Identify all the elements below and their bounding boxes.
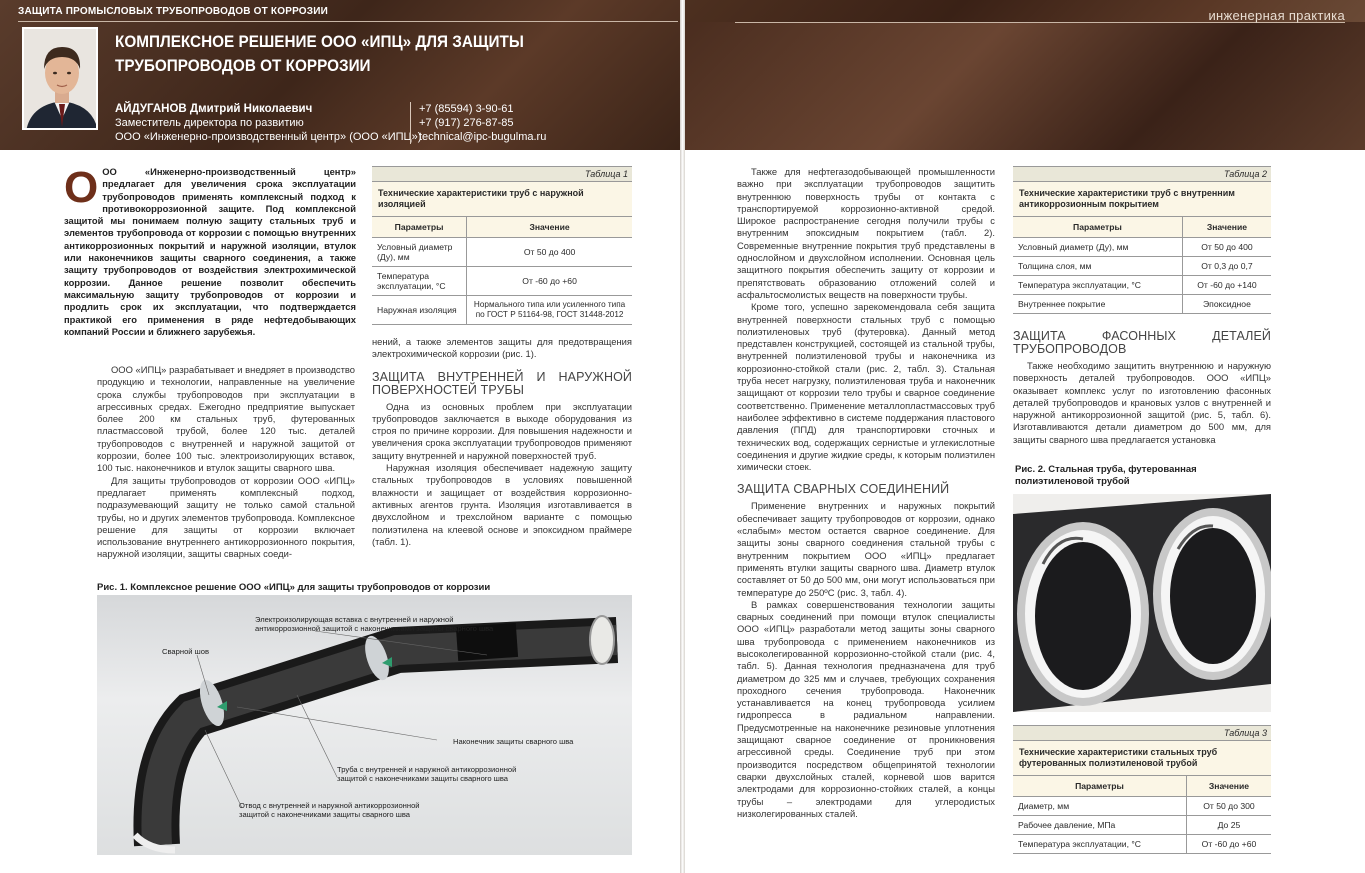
header-texture xyxy=(685,22,1365,150)
column-4 xyxy=(1013,330,1271,446)
column-2 xyxy=(372,336,632,548)
phone-2: +7 (917) 276-87-85 xyxy=(419,117,514,129)
table-header: Параметры xyxy=(1013,776,1186,797)
table-caption: Таблица 3 xyxy=(1013,726,1271,741)
lined-pipe-photo-icon xyxy=(1013,494,1271,712)
callout-bend: Отвод с внутренней и наружной антикоррозионной защитой с наконечниками защиты сварного шва xyxy=(239,801,420,819)
author-company: ООО «Инженерно-производственный центр» (ООО «ИПЦ») xyxy=(115,131,422,143)
table-caption: Таблица 1 xyxy=(372,167,632,182)
paragraph: Также необходимо защитить внутреннюю и наружную поверхность деталей трубопроводов. ООО «ИПЦ» оказывает комплекс услуг по изготовлению фасонных деталей трубопроводов и крановых узлов с внутренней и наружной антикоррозионной защитой (рис. 5, табл. 6). Изготавливаются детали диаметром до 500 мм, для защиты сварного шва предлагается установка xyxy=(1013,360,1271,445)
table-title: Технические характеристики стальных труб футерованных полиэтиленовой трубой xyxy=(1013,741,1271,776)
column-1 xyxy=(64,163,356,338)
table-row: Условный диаметр (Ду), мм От 50 до 400 xyxy=(1013,238,1271,257)
callout-tip: Наконечник защиты сварного шва xyxy=(453,737,574,746)
paragraph: нений, а также элементов защиты для предотвращения электрохимической коррозии (рис. 1). xyxy=(372,336,632,360)
email[interactable]: technical@ipc-bugulma.ru xyxy=(419,131,547,143)
author-photo xyxy=(22,27,98,130)
paragraph: Кроме того, успешно зарекомендовала себя защита внутренней поверхности стальных труб с помощью полиэтиленовых труб (футеровка). Данный метод представлен конструкцией, состоящей из стальной трубы, внутренней полиэтиленовой трубы и наконечника из коррозионно-стойкой стали (рис. 2, табл. 3). Стальная труба несет нагрузку, полиэтиленовая труба и наконечник защищают от коррозии тело трубы и сварное соединение соответственно. Применение металлопластмассовых труб наиболее эффективно в системе поддержания пластового давления (ППД) для транспортировки сточных и технических вод, содержащих сернистые и углекислотные соединения и другие жидкие среды, к которым полиэтилен химически стоек. xyxy=(737,301,995,473)
table-header: Параметры xyxy=(372,217,467,238)
table-header: Значение xyxy=(1186,776,1271,797)
lead-paragraph: ООО «Инженерно-производственный центр» предлагает для увеличения срока эксплуатации трубопроводов применять комплексный подход к противокоррозионной защите. Под комплексной защитой мы понимаем полную защиту стальных труб и элементов трубопровода от коррозии с помощью внутренних антикоррозионных покрытий и наружной изоляции, втулок или наконечников защиты сварного соединения, а также защиту трубопроводов от воздействия электрохимической коррозии. Данное решение позволит обеспечить максимальную защиту трубопроводов от коррозии и продлить срок их эксплуатации, что подтверждается практикой его применения в ряде нефтедобывающих компаний России и ближнего зарубежья. xyxy=(64,163,356,337)
phone-1: +7 (85594) 3-90-61 xyxy=(419,103,514,115)
paragraph: ООО «ИПЦ» разрабатывает и внедряет в производство продукцию и технологии, направленные на увеличение срока службы трубопроводов при эксплуатации в агрессивных средах. Ежегодно предприятие выпускает более 200 км стальных труб, футерованных пластмассовой трубой, более 120 тыс. деталей трубопроводов с внутренней и наружной защитой от коррозии, более 100 тыс. электроизолирующих вставок, 100 тыс. наконечников и втулок защиты сварного шва. xyxy=(97,364,355,474)
column-1-body xyxy=(97,364,355,561)
table-title: Технические характеристики труб с наружной изоляцией xyxy=(372,182,632,217)
callout-pipe: Труба с внутренней и наружной антикоррозионной защитой с наконечниками защиты сварного шва xyxy=(337,765,517,783)
table-row: Диаметр, мм От 50 до 300 xyxy=(1013,797,1271,816)
callout-insert: Электроизолирующая вставка с внутренней и наружной антикоррозионной защитой с наконечниками защиты сварного шва xyxy=(255,615,494,633)
paragraph: Наружная изоляция обеспечивает надежную защиту стальных трубопроводов в условиях повышенной влажности и защищает от воздействия коррозионно-активных агентов грунта. Изоляция изготавливается в двухслойном и трехслойном варианте с помощью полиэтилена на клеевой основе и эпоксидном праймере (табл. 1). xyxy=(372,462,632,547)
table-row: Толщина слоя, мм От 0,3 до 0,7 xyxy=(1013,257,1271,276)
table-header: Значение xyxy=(1182,217,1271,238)
paragraph: Для защиты трубопроводов от коррозии ООО «ИПЦ» предлагает применять комплексный подход, подразумевающий защиту не только самой стальной трубы, но и других элементов трубопровода. Комплексное решение для защиты от коррозии включает использование внутреннего антикоррозионного покрытия, наружной изоляции, защиты сварных соеди- xyxy=(97,474,355,560)
author-position: Заместитель директора по развитию xyxy=(115,117,304,129)
table xyxy=(1013,217,1271,314)
figure-2-caption: Рис. 2. Стальная труба, футерованная полиэтиленовой трубой xyxy=(1015,464,1197,487)
paragraph: Также для нефтегазодобывающей промышленности важно при эксплуатации трубопроводов защитить внутреннюю поверхность трубы от контакта с транспортируемой коррозионно-активной средой. Широкое распространение сегодня получили трубы с внутренним эпоксидным покрытием (табл. 2). Современные внутренние покрытия труб представлены в однослойном и двухслойном исполнении. Основная цель защитного покрытия обеспечить защиту от коррозии и препятствовать образованию отложений солей и асфальтосмолистых веществ на поверхности трубы. xyxy=(737,166,995,300)
table-header: Параметры xyxy=(1013,217,1182,238)
section-heading: ЗАЩИТА СВАРНЫХ СОЕДИНЕНИЙ xyxy=(737,482,950,497)
running-head: ЗАЩИТА ПРОМЫСЛОВЫХ ТРУБОПРОВОДОВ ОТ КОРРОЗИИ xyxy=(18,6,329,17)
table-row: Температура эксплуатации, °С От -60 до +60 xyxy=(1013,835,1271,854)
callout-weld: Сварной шов xyxy=(162,647,209,656)
figure-1-caption: Рис. 1. Комплексное решение ООО «ИПЦ» для защиты трубопроводов от коррозии xyxy=(97,582,491,593)
table-title: Технические характеристики труб с внутренним антикоррозионным покрытием xyxy=(1013,182,1271,217)
section-heading: ЗАЩИТА ФАСОННЫХ ДЕТАЛЕЙ ТРУБОПРОВОДОВ xyxy=(1013,329,1271,356)
paragraph: В рамках совершенствования технологии защиты сварных соединений при помощи втулок специалисты ООО «ИПЦ» разработали метод защиты зоны сварного шва трубопровода с применением наконечников из высоколегированной коррозионно-стойкой стали (рис. 4, табл. 5). Данная технология предназначена для труб диаметром до 325 мм и случаев, требующих сохранения проходного сечения трубопровода. Наконечник устанавливается на конец трубопровода усилием гидропресса в радиальном направлении. Предусмотренные на наконечнике резиновые уплотнения защищают сварное соединение от проникновения агрессивной среды. Соединение труб при этом производится посредством общепринятой технологии сварки двухслойных сталей, корневой шов варится электродами для коррозионно-стойких сталей, а концы трубы – электродами для углеродистых низколегированных сталей. xyxy=(737,598,995,819)
table-caption: Таблица 2 xyxy=(1013,167,1271,182)
author-portrait-icon xyxy=(24,29,98,130)
table-3 xyxy=(1013,725,1271,854)
paragraph: Одна из основных проблем при эксплуатации трубопроводов заключается в выходе оборудования из строя по причине коррозии. Для повышения надежности и увеличения срока эксплуатации трубопроводов применяют защиту внутренней и наружной поверхностей труб. xyxy=(372,400,632,461)
table-row: Внутреннее покрытие Эпоксидное xyxy=(1013,295,1271,314)
table-2 xyxy=(1013,166,1271,314)
paragraph: Применение внутренних и наружных покрытий обеспечивает защиту трубопроводов от коррозии, однако «слабым» местом остается сварное соединение. Для защиты зоны сварного соединения стальной трубы с внутренним покрытием ООО «ИПЦ» предлагает применять втулки защиты сварного шва. Диаметр втулок составляет от 50 до 500 мм, они могут использоваться при температуре до 250ºС (рис. 3, табл. 4). xyxy=(737,500,995,598)
column-3 xyxy=(737,166,995,820)
table-row: Условный диаметр (Ду), мм От 50 до 400 xyxy=(372,238,632,267)
drop-cap: О xyxy=(64,163,99,212)
figure-2 xyxy=(1013,494,1271,712)
section-heading: ЗАЩИТА ВНУТРЕННЕЙ И НАРУЖНОЙ ПОВЕРХНОСТЕЙ ТРУБЫ xyxy=(372,369,632,397)
table-1 xyxy=(372,166,632,325)
table-row: Рабочее давление, МПа До 25 xyxy=(1013,816,1271,835)
section-head: инженерная практика xyxy=(1208,8,1345,23)
figure-1 xyxy=(97,595,632,855)
table-row: Наружная изоляция Нормального типа или усиленного типа по ГОСТ Р 51164-98, ГОСТ 31448-2012 xyxy=(372,296,632,325)
author-block xyxy=(115,102,421,144)
table xyxy=(372,217,632,325)
divider xyxy=(18,21,678,22)
table-header: Значение xyxy=(467,217,632,238)
author-name: АЙДУГАНОВ Дмитрий Николаевич xyxy=(115,103,313,115)
left-page xyxy=(0,0,680,873)
table xyxy=(1013,776,1271,854)
table-row: Температура эксплуатации, °С От -60 до +140 xyxy=(1013,276,1271,295)
article-title: КОМПЛЕКСНОЕ РЕШЕНИЕ ООО «ИПЦ» ДЛЯ ЗАЩИТЫ ТРУБОПРОВОДОВ ОТ КОРРОЗИИ xyxy=(115,32,524,75)
contacts-block xyxy=(410,102,546,144)
table-row: Температура эксплуатации, °С От -60 до +60 xyxy=(372,267,632,296)
